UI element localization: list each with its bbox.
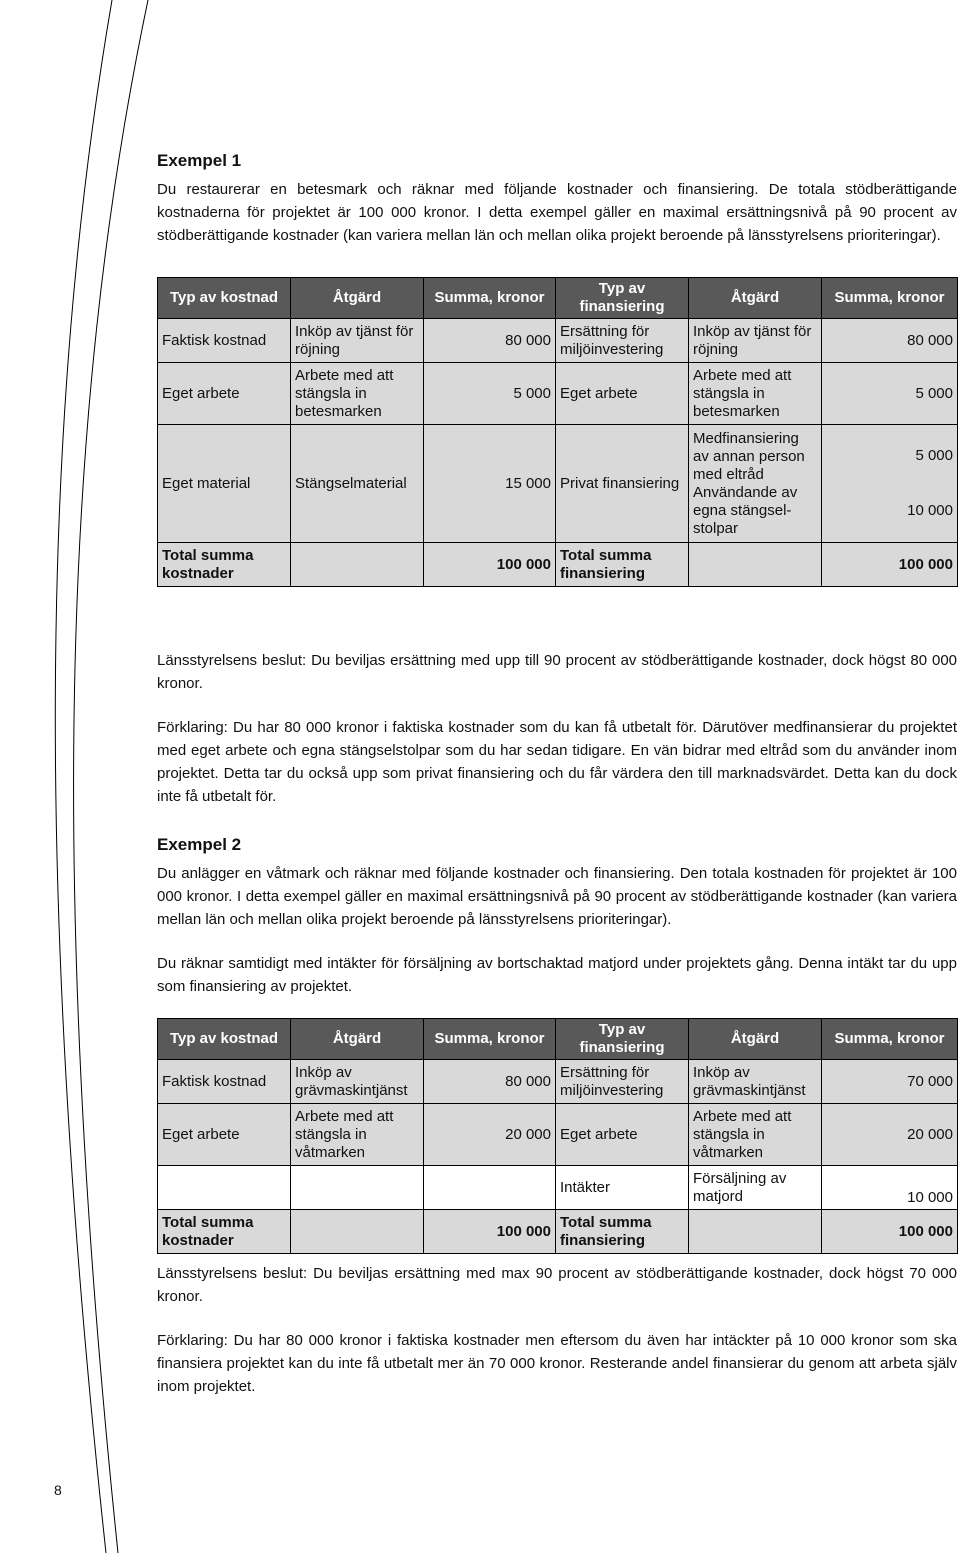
- table-row: [158, 1104, 958, 1166]
- cost-type-cell: Eget arbete: [158, 363, 291, 425]
- fin-action-line: Användande av egna stängsel-stolpar: [693, 483, 798, 537]
- fin-action-cell: Arbete med att stängsla in betesmarken: [689, 363, 822, 425]
- action-cell: [291, 1166, 424, 1210]
- table-row: [158, 319, 958, 363]
- example-1: [157, 150, 957, 808]
- total-fin-sum: 100 000: [822, 1210, 958, 1254]
- cost-type-cell: [158, 1166, 291, 1210]
- header-fin-action: Åtgärd: [689, 1019, 822, 1060]
- sum-cell: 20 000: [424, 1104, 556, 1166]
- example-2: [157, 834, 957, 1398]
- fin-action-cell: Inköp av grävmaskintjänst: [689, 1060, 822, 1104]
- example-1-intro: Du restaurerar en betesmark och räknar med följande kostnader och finansiering. De totala stödberättigande kostnaderna för projektet är 100 000 kronor. I detta exempel gäller en maximal ersättningsnivå på 90 procent av stödberättigande kostnader (kan variera mellan län och mellan olika projekt beroende på länsstyrelsens prioriteringar).: [157, 181, 957, 244]
- fin-sum-cell: [822, 425, 958, 543]
- example-2-intro: Du anlägger en våtmark och räknar med följande kostnader och finansiering. Den totala kostnaden för projektet är 100 000 kronor. I detta exempel gäller en maximal ersättningsnivå på 90 procent av stödberättigande kostnader (kan variera mellan län och mellan olika projekt beroende på länsstyrelsens prioriteringar).: [157, 865, 957, 928]
- example-1-explanation: Förklaring: Du har 80 000 kronor i faktiska kostnader som du kan få utbetalt för. Därutöver medfinansierar du projektet med eget arbete och egna stängselstolpar som du har sedan tidigare. En vän bidrar med eltråd som du använder inom projektet. Detta tar du också upp som privat finansiering och du får värdera den till marknadsvärdet. Detta kan du dock inte få utbetalt för.: [157, 719, 957, 805]
- financing-type-cell: Ersättning för miljöinvestering: [556, 319, 689, 363]
- financing-type-cell: Intäkter: [556, 1166, 689, 1210]
- header-fin-sum: Summa, kronor: [822, 1019, 958, 1060]
- fin-action-cell: [689, 425, 822, 543]
- header-financing-type: Typ av finansiering: [556, 278, 689, 319]
- page-content: [157, 150, 957, 1398]
- action-cell: Arbete med att stängsla in våtmarken: [291, 1104, 424, 1166]
- header-sum: Summa, kronor: [424, 278, 556, 319]
- header-action: Åtgärd: [291, 278, 424, 319]
- table-header-row: [158, 278, 958, 319]
- sum-cell: 15 000: [424, 425, 556, 543]
- financing-type-cell: Eget arbete: [556, 363, 689, 425]
- header-cost-type: Typ av kostnad: [158, 278, 291, 319]
- header-sum: Summa, kronor: [424, 1019, 556, 1060]
- financing-type-cell: Eget arbete: [556, 1104, 689, 1166]
- empty-cell: [291, 543, 424, 587]
- total-fin-label: Total summa finansiering: [556, 1210, 689, 1254]
- fin-sum-cell: 10 000: [822, 1166, 958, 1210]
- empty-cell: [291, 1210, 424, 1254]
- fin-sum-cell: 80 000: [822, 319, 958, 363]
- fin-sum-cell: 70 000: [822, 1060, 958, 1104]
- action-cell: Inköp av grävmaskintjänst: [291, 1060, 424, 1104]
- table-total-row: [158, 543, 958, 587]
- total-cost-label: Total summa kostnader: [158, 543, 291, 587]
- fin-action-cell: Arbete med att stängsla in våtmarken: [689, 1104, 822, 1166]
- example-1-decision: Länsstyrelsens beslut: Du beviljas ersättning med upp till 90 procent av stödberättigande kostnader, dock högst 80 000 kronor.: [157, 652, 957, 692]
- action-cell: Arbete med att stängsla in betesmarken: [291, 363, 424, 425]
- fin-sum-line: 10 000: [907, 502, 953, 519]
- cost-type-cell: Faktisk kostnad: [158, 319, 291, 363]
- example-2-explanation: Förklaring: Du har 80 000 kronor i faktiska kostnader men eftersom du även har intäckter på 10 000 kronor som ska finansiera projektet kan du inte få utbetalt mer än 70 000 kronor. Resterande andel finansierar du genom att arbeta själv inom projektet.: [157, 1332, 957, 1395]
- total-cost-sum: 100 000: [424, 1210, 556, 1254]
- total-cost-sum: 100 000: [424, 543, 556, 587]
- fin-sum-cell: 20 000: [822, 1104, 958, 1166]
- example-2-decision: Länsstyrelsens beslut: Du beviljas ersättning med max 90 procent av stödberättigande kostnader, dock högst 70 000 kronor.: [157, 1265, 957, 1305]
- header-action: Åtgärd: [291, 1019, 424, 1060]
- table-row: [158, 1060, 958, 1104]
- cost-type-cell: Eget arbete: [158, 1104, 291, 1166]
- empty-cell: [689, 543, 822, 587]
- cost-type-cell: Faktisk kostnad: [158, 1060, 291, 1104]
- fin-action-line: Medfinansiering av annan person med eltråd: [693, 429, 805, 483]
- total-cost-label: Total summa kostnader: [158, 1210, 291, 1254]
- sum-cell: 80 000: [424, 319, 556, 363]
- header-financing-type: Typ av finansiering: [556, 1019, 689, 1060]
- fin-sum-line: 5 000: [915, 447, 953, 464]
- example-2-title: Exempel 2: [157, 835, 242, 854]
- table-row: [158, 425, 958, 543]
- header-cost-type: Typ av kostnad: [158, 1019, 291, 1060]
- sum-cell: [424, 1166, 556, 1210]
- cost-type-cell: Eget material: [158, 425, 291, 543]
- fin-action-cell: Inköp av tjänst för röjning: [689, 319, 822, 363]
- financing-type-cell: Ersättning för miljöinvestering: [556, 1060, 689, 1104]
- table-row: [158, 363, 958, 425]
- header-fin-sum: Summa, kronor: [822, 278, 958, 319]
- example-2-table: [157, 1018, 958, 1254]
- header-fin-action: Åtgärd: [689, 278, 822, 319]
- action-cell: Stängselmaterial: [291, 425, 424, 543]
- empty-cell: [689, 1210, 822, 1254]
- sum-cell: 5 000: [424, 363, 556, 425]
- example-1-title: Exempel 1: [157, 151, 242, 170]
- total-fin-sum: 100 000: [822, 543, 958, 587]
- table-total-row: [158, 1210, 958, 1254]
- page-number: 8: [54, 1482, 62, 1498]
- action-cell: Inköp av tjänst för röjning: [291, 319, 424, 363]
- example-1-table: [157, 277, 958, 587]
- table-header-row: [158, 1019, 958, 1060]
- example-2-intro-2: Du räknar samtidigt med intäkter för försäljning av bortschaktad matjord under projektets gång. Denna intäkt tar du upp som finansiering av projektet.: [157, 955, 957, 995]
- financing-type-cell: Privat finansiering: [556, 425, 689, 543]
- fin-sum-cell: 5 000: [822, 363, 958, 425]
- total-fin-label: Total summa finansiering: [556, 543, 689, 587]
- fin-action-cell: Försäljning av matjord: [689, 1166, 822, 1210]
- table-row: [158, 1166, 958, 1210]
- sum-cell: 80 000: [424, 1060, 556, 1104]
